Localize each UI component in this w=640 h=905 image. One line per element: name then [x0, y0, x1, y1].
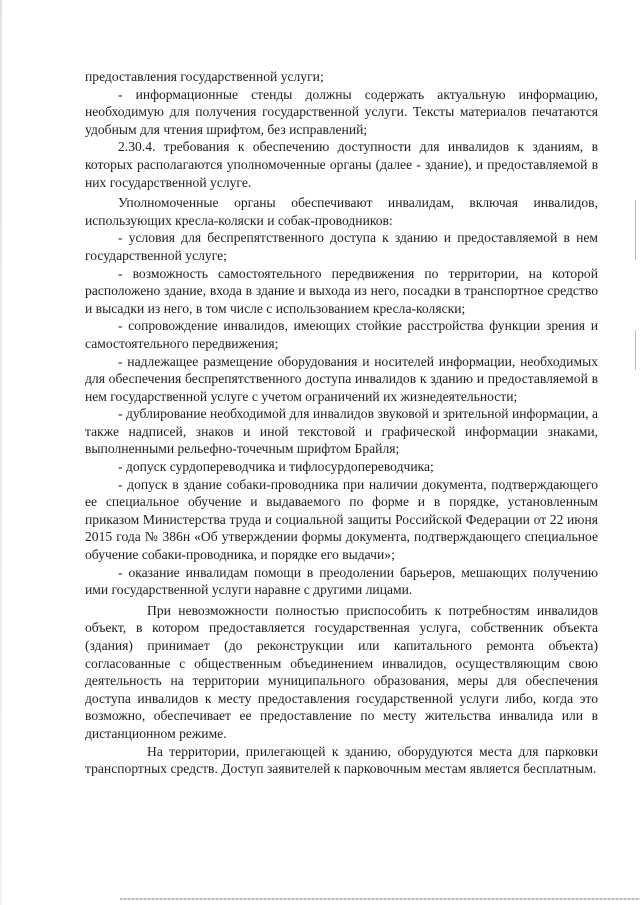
scan-bottom-edge	[120, 898, 640, 900]
scan-right-mark	[635, 330, 636, 370]
paragraph: предоставления государственной услуги;	[85, 69, 324, 84]
paragraph: - допуск в здание собаки-проводника при наличии документа, подтверждающего ее специальное обучение и выдаваемого по форме и в порядке, установленным приказом Министерства труда и социальной защиты Российской Федерации от 22 июня 2015 года № 386н «Об утверждении формы документа, подтверждающего специальное обучение собаки-проводника, и порядке его выдачи»;	[85, 476, 598, 563]
paragraph: - информационные стенды должны содержать актуальную информацию, необходимую для получения государственной услуги. Тексты материалов печатаются удобным для чтения шрифтом, без исправлений;	[85, 86, 598, 137]
paragraph: При невозможности полностью приспособить к потребностям инвалидов объект, в котором предоставляется государственная услуга, собственник объекта (здания) принимает (до реконструкции или капитального ремонта объекта) согласованные с общественным объединением инвалидов, осуществляющим свою деятельность на территории муниципального образования, меры для обеспечения доступа инвалидов к месту предоставления государственной услуги либо, когда это возможно, обеспечивает ее предоставление по месту жительства инвалида или в дистанционном режиме.	[85, 602, 598, 741]
paragraph: Уполномоченные органы обеспечивают инвалидам, включая инвалидов, использующих кресла-коляски и собак-проводников:	[85, 195, 598, 228]
paragraph: - дублирование необходимой для инвалидов звуковой и зрительной информации, а также надписей, знаков и иной текстовой и графической информации знаками, выполненными рельефно-точечным шрифтом Брайля;	[85, 406, 598, 457]
paragraph: 2.30.4. требования к обеспечению доступности для инвалидов к зданиям, в которых располагаются уполномоченные органы (далее - здание), и предоставляемой в них государственной услуге.	[85, 139, 598, 190]
scan-right-mark	[635, 200, 636, 260]
paragraph: - сопровождение инвалидов, имеющих стойкие расстройства функции зрения и самостоятельного передвижения;	[85, 318, 598, 351]
scan-left-edge	[0, 0, 2, 905]
paragraph: - допуск сурдопереводчика и тифлосурдопереводчика;	[118, 459, 434, 475]
paragraph: - оказание инвалидам помощи в преодолении барьеров, мешающих получению ими государственной услуги наравне с другими лицами.	[85, 564, 598, 598]
paragraph: - возможность самостоятельного передвижения по территории, на которой расположено здание, входа в здание и выхода из него, посадки в транспортное средство и высадки из него, в том числе с использованием кресла-коляски;	[85, 265, 598, 316]
paragraph: - надлежащее размещение оборудования и носителей информации, необходимых для обеспечения беспрепятственного доступа инвалидов к зданию и предоставляемой в нем государственной услуге с учетом ограничений их жизнедеятельности;	[85, 353, 598, 404]
paragraph: - условия для беспрепятственного доступа к зданию и предоставляемой в нем государственной услуге;	[85, 230, 598, 263]
paragraph: На территории, прилегающей к зданию, оборудуются места для парковки транспортных средств. Доступ заявителей к парковочным местам является бесплатным.	[85, 743, 598, 777]
document-body	[85, 68, 598, 778]
